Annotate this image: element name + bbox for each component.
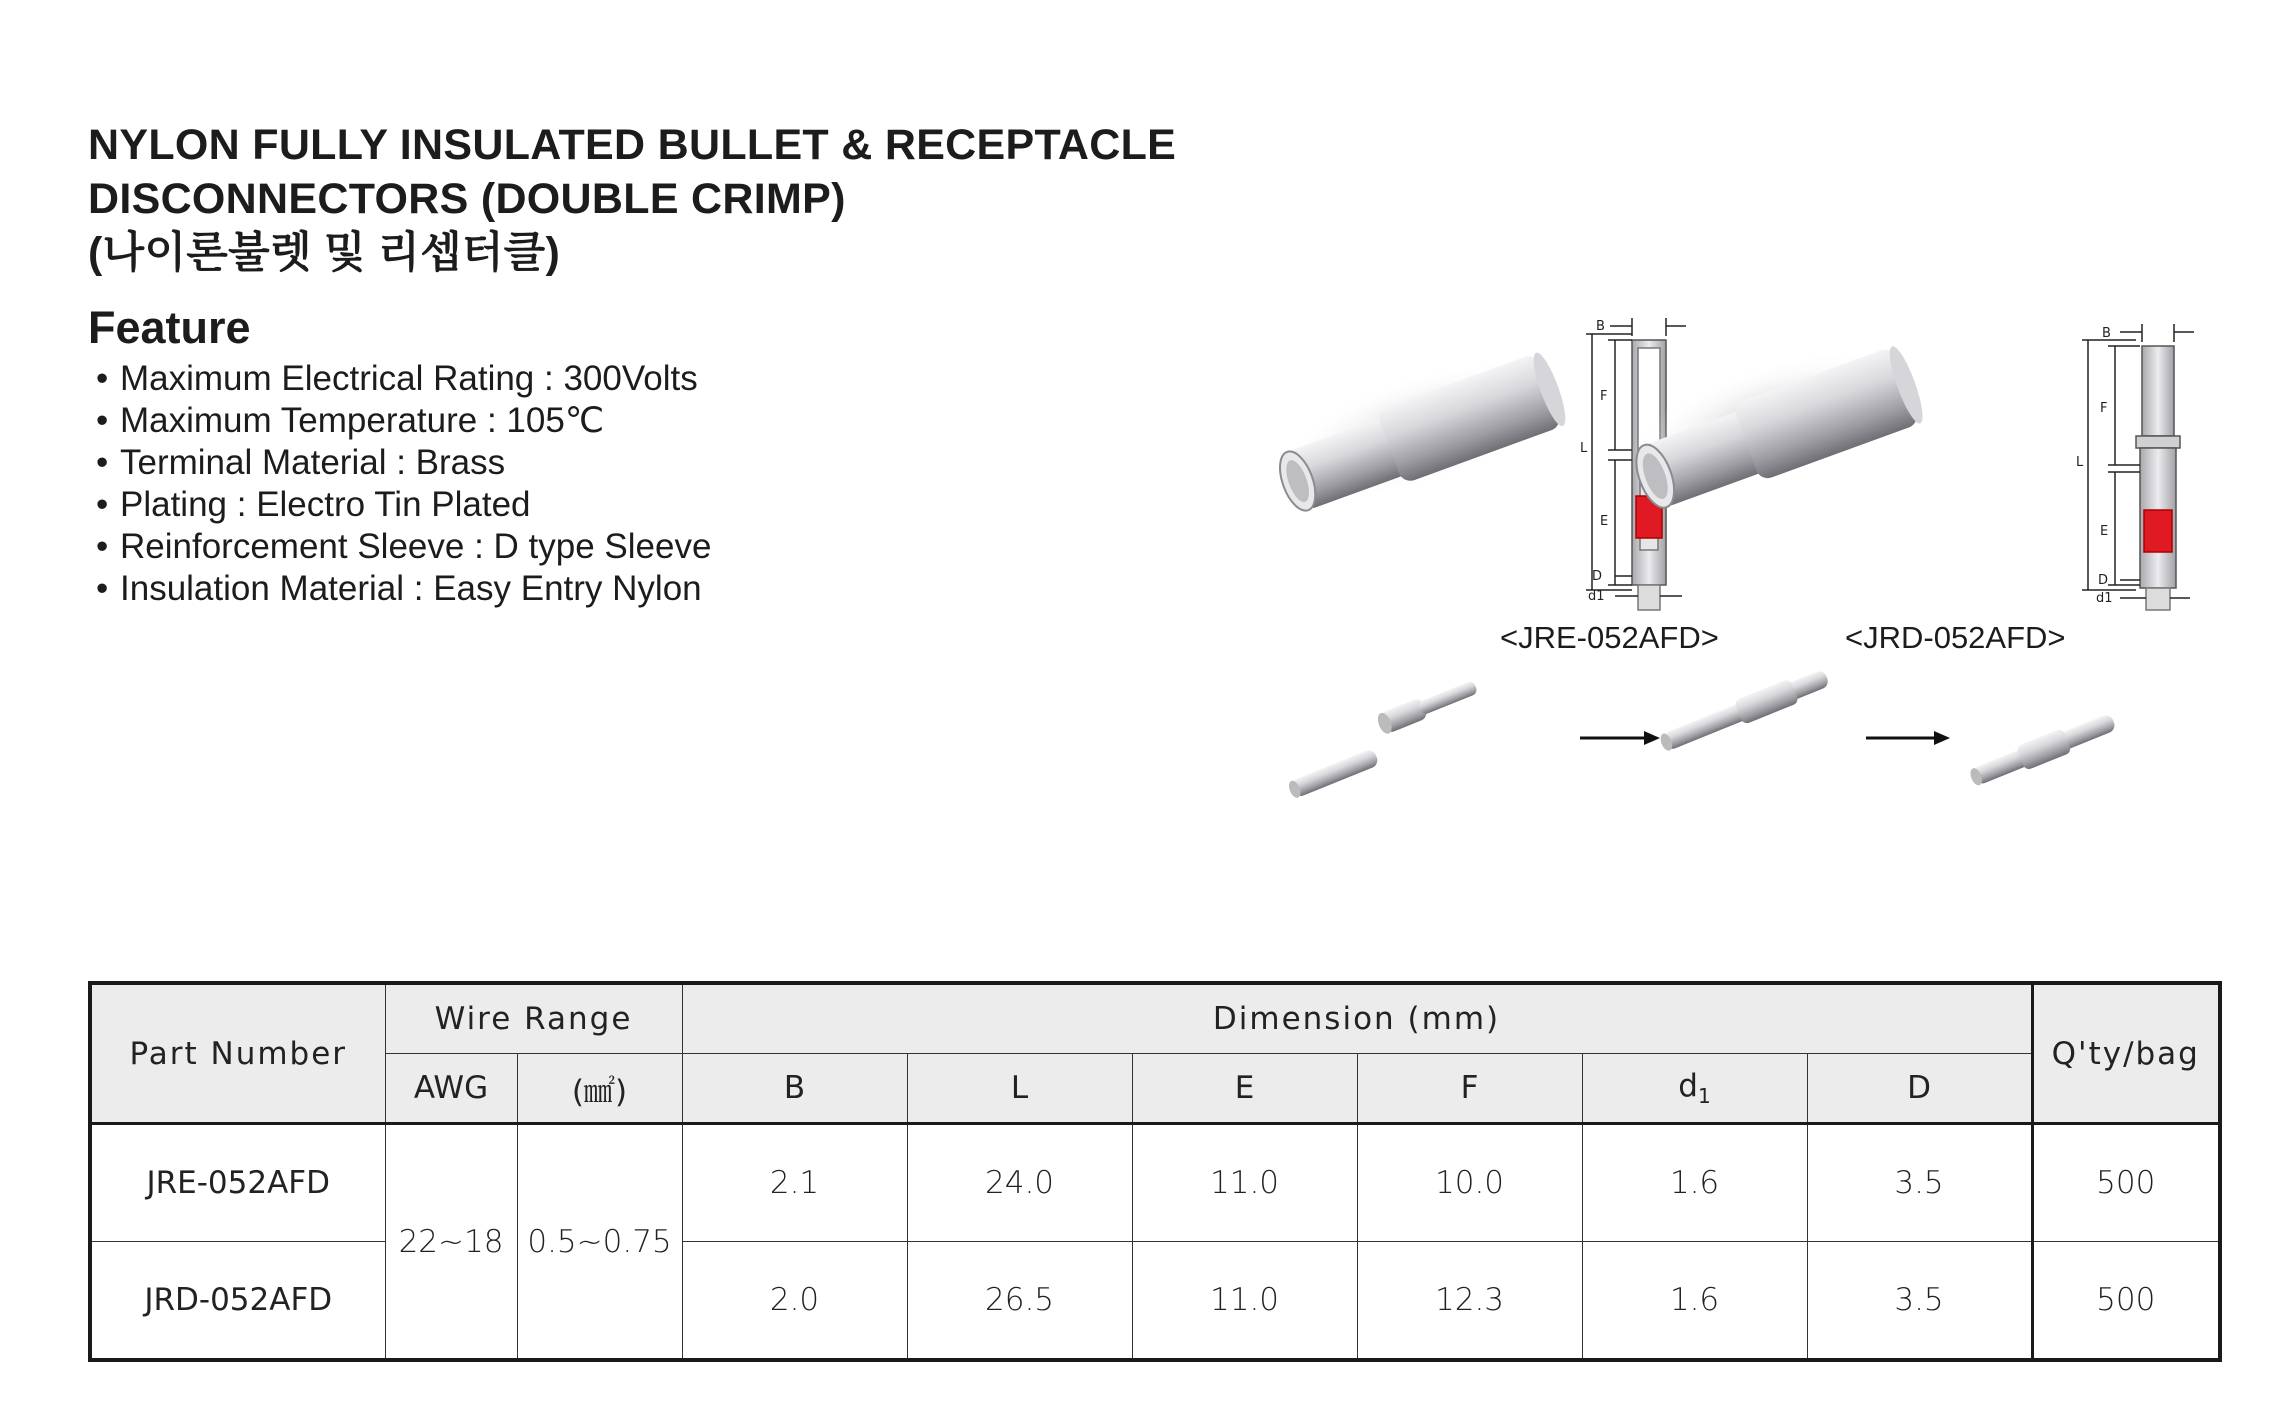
dim-letter-e: E [2100,524,2109,539]
arrow-right-icon [1644,731,1660,745]
cell-d1: 1.6 [1582,1242,1807,1361]
dim-letter-d1: d1 [1588,589,1605,604]
header-e: E [1132,1054,1357,1124]
header-wire-range: Wire Range [385,983,682,1054]
cell-awg: 22~18 [385,1124,517,1361]
header-b: B [682,1054,907,1124]
receptacle-3d-illustration [1270,331,1580,528]
feature-item: • Insulation Material : Easy Entry Nylon [96,568,711,610]
page-title [88,118,1328,280]
header-d: D [1807,1054,2032,1124]
title-line-2: DISCONNECTORS (DOUBLE CRIMP) [88,175,846,223]
cell-mm2: 0.5~0.75 [517,1124,682,1361]
arrow-right-icon [1934,731,1950,745]
cell-e: 11.0 [1132,1124,1357,1242]
cell-f: 12.3 [1357,1242,1582,1361]
figure-label-jre: <JRE-052AFD> [1500,620,1719,655]
header-d1-base: d [1678,1067,1698,1104]
header-d1 [1582,1054,1807,1124]
cell-l: 26.5 [907,1242,1132,1361]
cell-d: 3.5 [1807,1124,2032,1242]
cell-b: 2.1 [682,1124,907,1242]
dim-letter-d1: d1 [2096,591,2113,606]
header-f: F [1357,1054,1582,1124]
title-line-3: (나이론불렛 및 리셉터클) [88,229,561,277]
feature-heading: Feature [88,302,251,353]
cell-qty: 500 [2032,1124,2220,1242]
header-dimension: Dimension (mm) [682,983,2032,1054]
feature-item: • Plating : Electro Tin Plated [96,484,711,526]
cell-part: JRE-052AFD [90,1124,385,1242]
header-l: L [907,1054,1132,1124]
header-awg: AWG [385,1054,517,1124]
feature-item: • Maximum Electrical Rating : 300Volts [96,358,711,400]
bullet-cross-section [2082,324,2194,610]
product-drawings [1270,300,2230,840]
dim-letter-l: L [2076,455,2084,470]
cell-qty: 500 [2032,1242,2220,1361]
cell-e: 11.0 [1132,1242,1357,1361]
dim-letter-f: F [2100,401,2108,416]
dim-letter-b: B [1596,319,1605,334]
header-mm2: (㎟) [517,1054,682,1124]
dim-letter-d: D [2098,573,2109,588]
feature-item: • Reinforcement Sleeve : D type Sleeve [96,526,711,568]
cell-b: 2.0 [682,1242,907,1361]
cell-f: 10.0 [1357,1124,1582,1242]
dim-letter-e: E [1600,514,1609,529]
cell-part: JRD-052AFD [90,1242,385,1361]
cell-d: 3.5 [1807,1242,2032,1361]
table-row [90,1124,2220,1242]
table-subheader-row [90,1054,2220,1124]
cell-l: 24.0 [907,1124,1132,1242]
feature-item: • Maximum Temperature : 105℃ [96,400,711,442]
figure-label-jrd: <JRD-052AFD> [1845,620,2066,655]
dim-letter-f: F [1600,389,1608,404]
assembly-sequence [1287,665,2119,799]
dim-letter-d: D [1592,569,1603,584]
cell-d1: 1.6 [1582,1124,1807,1242]
header-part-number: Part Number [90,983,385,1124]
dim-letter-b: B [2102,326,2111,341]
feature-item: • Terminal Material : Brass [96,442,711,484]
dim-letter-l: L [1580,441,1588,456]
table-header-row [90,983,2220,1054]
feature-list [96,358,711,610]
header-qty: Q'ty/bag [2032,983,2220,1124]
title-line-1: NYLON FULLY INSULATED BULLET & RECEPTACLE [88,121,1177,169]
spec-table [88,981,2222,1362]
header-d1-sub: 1 [1697,1084,1711,1109]
